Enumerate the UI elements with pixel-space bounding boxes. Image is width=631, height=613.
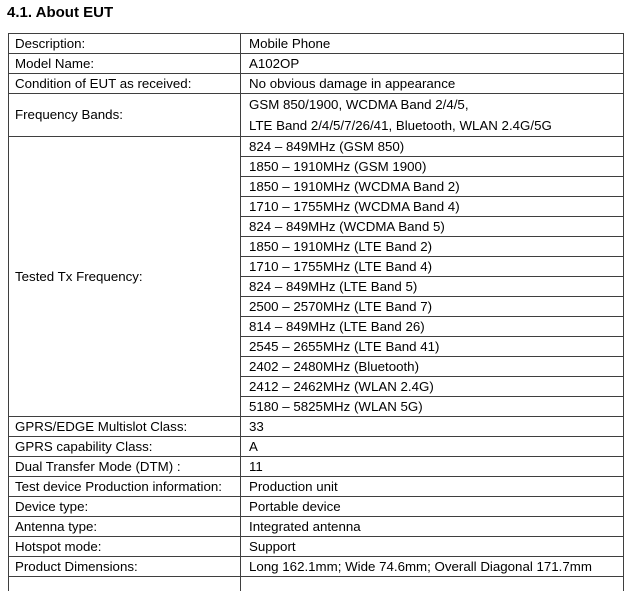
row-label: Device type:	[9, 497, 241, 517]
row-label: Model Name:	[9, 54, 241, 74]
section-heading: 4.1. About EUT	[7, 4, 114, 21]
table-row-gprs-capability	[9, 437, 624, 457]
row-label: Test device Production information:	[9, 477, 241, 497]
row-value: 11	[241, 457, 624, 477]
tested-tx-value: 1710 – 1755MHz (WCDMA Band 4)	[241, 197, 624, 217]
row-value: Long 162.1mm; Wide 74.6mm; Overall Diagonal 171.7mm	[241, 557, 624, 577]
row-label: Description:	[9, 34, 241, 54]
tested-tx-value: 2500 – 2570MHz (LTE Band 7)	[241, 297, 624, 317]
tested-tx-value: 1710 – 1755MHz (LTE Band 4)	[241, 257, 624, 277]
table-row-dtm	[9, 457, 624, 477]
table-row-product-dimensions	[9, 557, 624, 577]
row-label: Antenna type:	[9, 517, 241, 537]
tested-tx-value: 2412 – 2462MHz (WLAN 2.4G)	[241, 377, 624, 397]
tested-tx-value: 824 – 849MHz (WCDMA Band 5)	[241, 217, 624, 237]
table-row-device-type	[9, 497, 624, 517]
row-label: Hotspot mode:	[9, 537, 241, 557]
row-value	[241, 94, 624, 137]
tested-tx-value: 1850 – 1910MHz (WCDMA Band 2)	[241, 177, 624, 197]
row-label-tested-tx: Tested Tx Frequency:	[9, 137, 241, 417]
table-row-condition	[9, 74, 624, 94]
row-label-empty	[9, 577, 241, 591]
row-value: Support	[241, 537, 624, 557]
table-row-description	[9, 34, 624, 54]
tested-tx-value: 2402 – 2480MHz (Bluetooth)	[241, 357, 624, 377]
table-row-model-name	[9, 54, 624, 74]
row-value: Production unit	[241, 477, 624, 497]
tested-tx-value: 814 – 849MHz (LTE Band 26)	[241, 317, 624, 337]
row-value: A102OP	[241, 54, 624, 74]
table-row-production-info	[9, 477, 624, 497]
row-value-empty	[241, 577, 624, 591]
row-value: 33	[241, 417, 624, 437]
row-label: Condition of EUT as received:	[9, 74, 241, 94]
row-label: GPRS capability Class:	[9, 437, 241, 457]
table-row-frequency-bands	[9, 94, 624, 137]
row-value: Integrated antenna	[241, 517, 624, 537]
tested-tx-value: 2545 – 2655MHz (LTE Band 41)	[241, 337, 624, 357]
table-row-clipped	[9, 577, 624, 591]
row-label: Product Dimensions:	[9, 557, 241, 577]
row-label: Frequency Bands:	[9, 94, 241, 137]
frequency-bands-line1: GSM 850/1900, WCDMA Band 2/4/5,	[249, 97, 469, 112]
tested-tx-value: 1850 – 1910MHz (GSM 1900)	[241, 157, 624, 177]
table-row-antenna-type	[9, 517, 624, 537]
table-row-hotspot-mode	[9, 537, 624, 557]
row-value: A	[241, 437, 624, 457]
tested-tx-value: 1850 – 1910MHz (LTE Band 2)	[241, 237, 624, 257]
tested-tx-value: 824 – 849MHz (LTE Band 5)	[241, 277, 624, 297]
row-label: Dual Transfer Mode (DTM) :	[9, 457, 241, 477]
row-label: GPRS/EDGE Multislot Class:	[9, 417, 241, 437]
about-eut-table	[8, 33, 624, 591]
row-value: Mobile Phone	[241, 34, 624, 54]
row-value: Portable device	[241, 497, 624, 517]
table-row-gprs-multislot	[9, 417, 624, 437]
frequency-bands-line2: LTE Band 2/4/5/7/26/41, Bluetooth, WLAN 2.4G/5G	[249, 118, 552, 133]
table-row-tested-tx	[9, 137, 624, 157]
row-value: No obvious damage in appearance	[241, 74, 624, 94]
tested-tx-value: 824 – 849MHz (GSM 850)	[241, 137, 624, 157]
tested-tx-value: 5180 – 5825MHz (WLAN 5G)	[241, 397, 624, 417]
